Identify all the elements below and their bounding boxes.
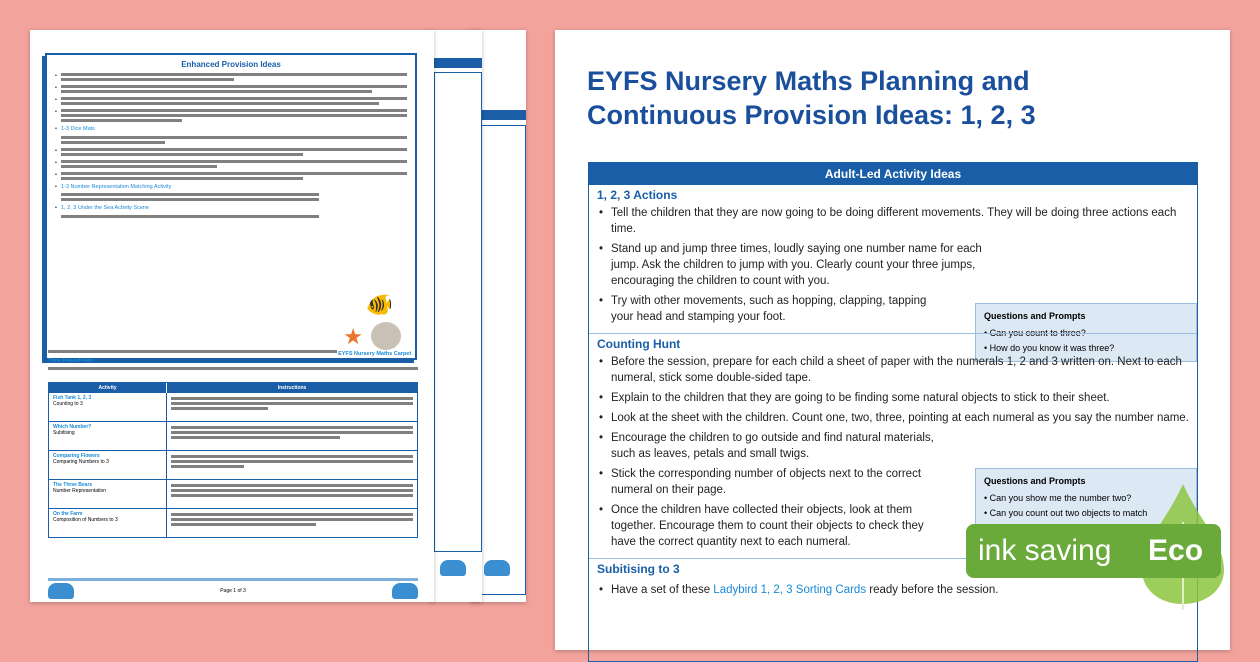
table-row: On the Farm Composition of Numbers to 3 [49, 508, 417, 537]
logo [440, 560, 466, 576]
enhanced-title: Enhanced Provision Ideas [181, 60, 281, 69]
questions-prompts-box: Questions and Prompts • Can you show me the number two? • Can you count out two objects to match [975, 468, 1197, 527]
logo [48, 583, 74, 599]
table-row: Which Number? Subitising [49, 421, 417, 450]
sorting-cards-link[interactable]: Ladybird 1, 2, 3 Sorting Cards [713, 584, 867, 596]
table-header: Adult-Led Activity Ideas [589, 163, 1197, 185]
page-title: EYFS Nursery Maths Planning and Continuous Provision Ideas: 1, 2, 3 [587, 66, 1036, 130]
header-strip [478, 110, 526, 120]
shell-image [371, 322, 401, 350]
dice-mats-link[interactable]: 1-3 Dice Mats [61, 126, 95, 132]
table-row: Comparing Flowers Comparing Numbers to 3 [49, 450, 417, 479]
col-instructions: Instructions [277, 384, 307, 391]
logo [484, 560, 510, 576]
header-strip [434, 58, 482, 68]
section-subitising: Subitising to 3 • Have a set of these Ladybird 1, 2, 3 Sorting Cards ready before the session. [589, 558, 1197, 606]
page-number: Page 1 of 3 [220, 587, 246, 594]
back-page-2 [430, 30, 482, 602]
col-activity: Activity [49, 383, 167, 393]
section-counting-hunt: Counting Hunt • Before the session, prepare for each child a sheet of paper with the numerals 1, 2 and 3 written on. Next to each numeral, stick some double-sided tape. • Explain to the children that they are going to be finding some natural objects to stick to their sheet. • Look at the sheet with the children. Count one, two, three, pointing at each numeral as you say the number name. • Encourage the children to go outside and find natural materials, such as leaves, petals and small twigs. • Stick the corresponding number of objects next to the correct numeral on their page. • Once the children have collected their objects, look at them together. Encourage them to count their objects to check they have the correct quantity next to each numeral. Questions and Prompts • Can you show me the number two? • Can you count out two objects to match [589, 333, 1197, 558]
front-left-page [30, 30, 434, 602]
logo [392, 583, 418, 599]
intro-paragraph [48, 348, 418, 372]
questions-prompts-box: Questions and Prompts • Can you count to three? • How do you know it was three? [975, 303, 1197, 362]
starfish-image: ★ [343, 324, 363, 349]
section-actions: 1, 2, 3 Actions • Tell the children that they are now going to be doing different movements. They will be doing three actions each time. • Stand up and jump three times, loudly saying one number name for each jump. Ask the children to jump with you. Clearly count your three jumps, encouraging the children to count with you. • Try with other movements, such as hopping, clapping, tapping your head and stamping your foot. Questions and Prompts • Can you count to three? • How do you know it was three? [589, 185, 1197, 333]
activity-scene-link[interactable]: 1, 2, 3 Under the Sea Activity Scene [61, 205, 150, 211]
eco-label: Eco [1148, 534, 1204, 567]
activity-table [48, 382, 418, 538]
page-footer [48, 578, 418, 600]
enhanced-provision-box [45, 53, 417, 360]
table-row: Fish Tank 1, 2, 3 Counting to 3 [49, 392, 417, 421]
ink-saving-badge: ink saving Eco [966, 524, 1221, 578]
matching-activity-link[interactable]: 1-3 Number Representation Matching Activity [61, 183, 172, 190]
table-stub [434, 72, 482, 552]
powerpoint-link[interactable]: EYFS Nursery Maths Carpet Time PowerPoint [48, 351, 412, 364]
adult-led-table [588, 162, 1198, 662]
clownfish-image: 🐠 [365, 292, 393, 317]
table-row: The Three Bears Number Representation [49, 479, 417, 508]
